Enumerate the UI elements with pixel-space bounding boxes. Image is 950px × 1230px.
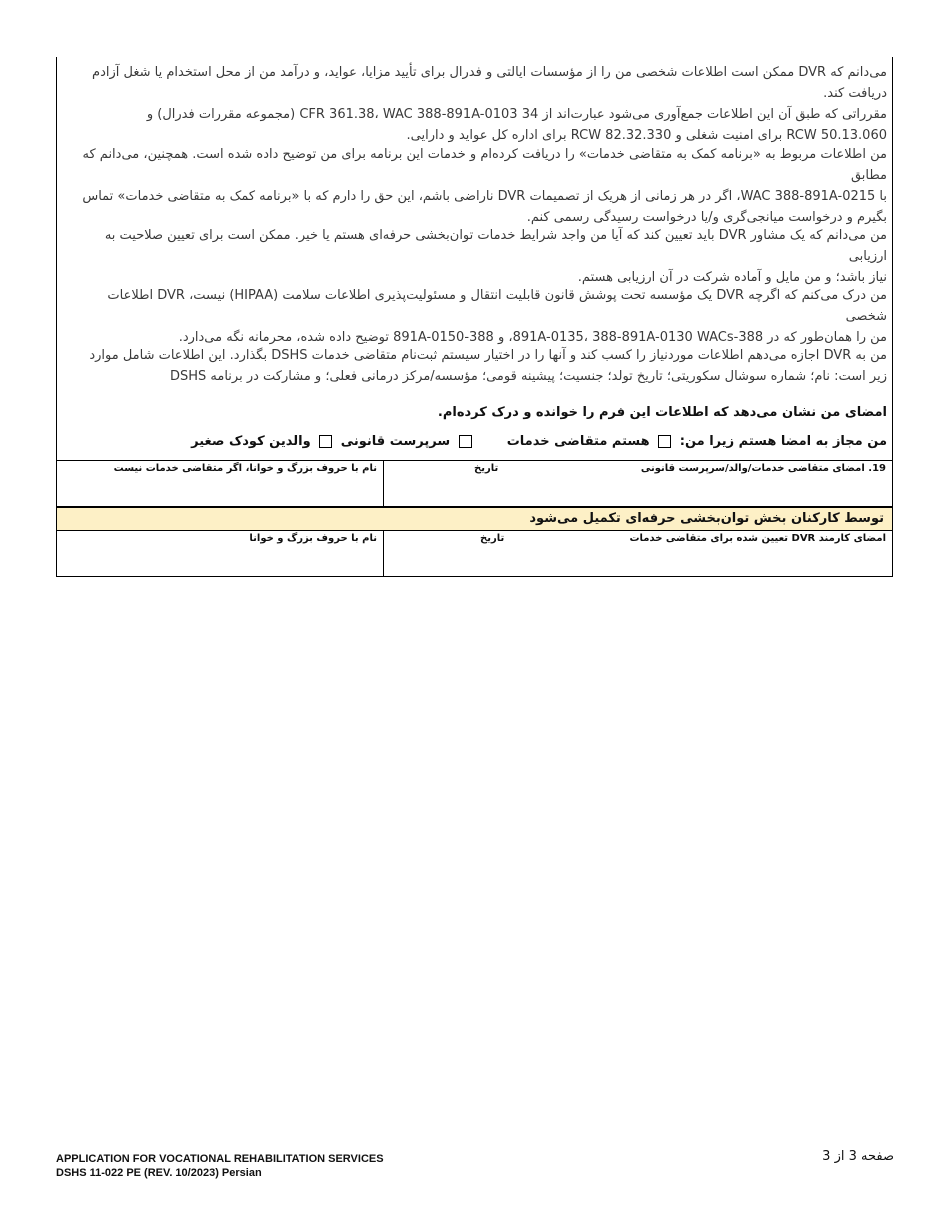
paragraph-line: من اطلاعات مربوط به «برنامه کمک به متقاضی خدمات» را دریافت کرده‌ام و خدمات این برنامه برای من توضیح داده شده است. همچنین، می‌دانم که مطابق [82, 147, 887, 183]
paragraph-hipaa [74, 285, 887, 348]
signature-label-text: امضای متقاضی خدمات/والد/سرپرست قانونی [640, 463, 865, 474]
parent-checkbox[interactable] [319, 435, 332, 448]
page-number: صفحه 3 از 3 [822, 1149, 894, 1164]
paragraph-line: من می‌دانم که یک مشاور DVR باید تعیین کند که آیا من واجد شرایط خدمات توان‌بخشی حرفه‌ای هستم یا خیر. ممکن است برای تعیین صلاحیت به ارزیابی [104, 228, 887, 264]
paragraph-income-verification [74, 62, 887, 146]
paragraph-line: من درک می‌کنم که اگرچه DVR یک مؤسسه تحت پوشش قانون قابلیت انتقال و مسئولیت‌پذیری اطلاعات سلامت (HIPAA) نیست، DVR اطلاعات شخصی [107, 288, 887, 324]
date-label: تاریخ [474, 463, 499, 474]
paragraph-line: بگیرم و درخواست میانجی‌گری و/یا درخواست رسیدگی رسمی کنم. [526, 210, 887, 225]
signature-statement: امضای من نشان می‌دهد که اطلاعات این فرم را خوانده و درک کرده‌ام. [437, 405, 887, 420]
client-option-label: هستم متقاضی خدمات [506, 434, 650, 449]
authorized-prefix: من مجاز به امضا هستم زیرا من: [679, 434, 887, 449]
authorized-to-sign [74, 434, 887, 449]
staff-print-name-field[interactable] [56, 530, 384, 577]
row-number: 19. [868, 463, 886, 474]
client-signature-field[interactable] [383, 460, 893, 507]
signature-label [641, 463, 886, 474]
print-name-label: نام با حروف بزرگ و خوانا، اگر متقاضی خدمات نیست [113, 463, 377, 474]
guardian-option-label: سرپرست قانونی [340, 434, 451, 449]
paragraph-line: RCW 50.13.060 برای امنیت شغلی و RCW 82.32.330 برای اداره کل عواید و دارایی. [406, 128, 887, 143]
footer-form-id: DSHS 11-022 PE (REV. 10/2023) Persian [56, 1167, 262, 1179]
paragraph-line: می‌دانم که DVR ممکن است اطلاعات شخصی من را از مؤسسات ایالتی و فدرال برای تأیید مزایا، عواید، و درآمد من از محل استخدام یا شغل آزادم دریافت کند. [92, 65, 887, 101]
staff-signature-label: امضای کارمند DVR تعیین شده برای متقاضی خدمات [629, 533, 886, 544]
paragraph-dshs-registration [74, 345, 887, 387]
client-checkbox[interactable] [658, 435, 671, 448]
paragraph-line: من به DVR اجازه می‌دهم اطلاعات موردنیاز را کسب کند و آنها را در اختیار سیستم ثبت‌نام متقاضی خدمات DSHS بگذارد. این اطلاعات شامل موارد [89, 348, 887, 363]
parent-option-label: والدین کودک صغیر [191, 434, 311, 449]
staff-print-name-label: نام با حروف بزرگ و خوانا [249, 533, 377, 544]
paragraph-eligibility [74, 225, 887, 288]
paragraph-line: مقرراتی که طبق آن این اطلاعات جمع‌آوری می‌شود عبارت‌اند از 34 CFR 361.38، WAC 388-891A-0103 (مجموعه مقررات فدرال) و [146, 107, 887, 122]
print-name-field[interactable] [56, 460, 384, 507]
guardian-checkbox[interactable] [459, 435, 472, 448]
paragraph-client-assistance [74, 144, 887, 228]
paragraph-line: نیاز باشد؛ و من مایل و آماده شرکت در آن ارزیابی هستم. [577, 270, 887, 285]
footer-form-info [56, 1152, 384, 1180]
paragraph-line: زیر است: نام؛ شماره سوشال سکوریتی؛ تاریخ تولد؛ جنسیت؛ پیشینه قومی؛ مؤسسه/مرکز درمانی فعلی؛ و مشارکت در برنامه DSHS [169, 369, 887, 384]
staff-date-label: تاریخ [480, 533, 505, 544]
staff-signature-field[interactable] [383, 530, 893, 577]
paragraph-line: من را همان‌طور که در 388-891A-0135، 388-891A-0130 WACs، و 388-891A-0150 توضیح داده شده، محرمانه نگه می‌دارد. [178, 330, 887, 345]
staff-section-header: توسط کارکنان بخش توان‌بخشی حرفه‌ای تکمیل می‌شود [56, 507, 893, 531]
footer-title: APPLICATION FOR VOCATIONAL REHABILITATION SERVICES [56, 1153, 384, 1165]
paragraph-line: با WAC 388-891A-0215، اگر در هر زمانی از هریک از تصمیمات DVR ناراضی باشم، این حق را دارم که با «برنامه کمک به متقاضی خدمات» تماس [82, 189, 887, 204]
